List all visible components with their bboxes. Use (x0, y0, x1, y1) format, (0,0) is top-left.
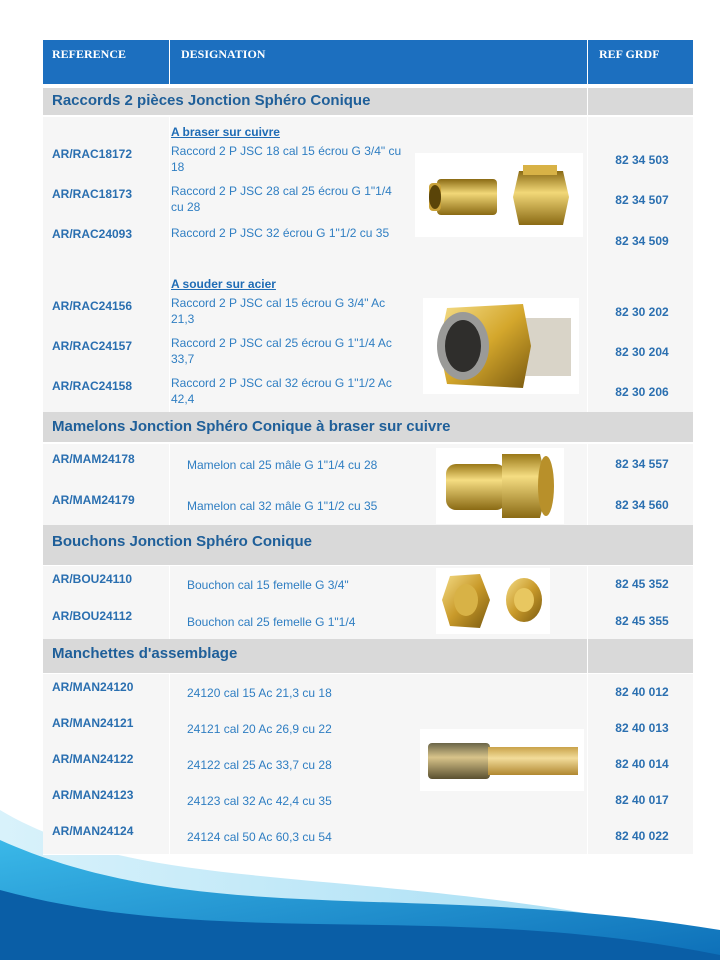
row-designation: Raccord 2 P JSC 32 écrou G 1"1/2 cu 35 (171, 226, 390, 240)
header-divider (587, 40, 588, 84)
row-designation: Raccord 2 P JSC cal 25 écrou G 1"1/4 Ac 33,7 (171, 336, 392, 366)
table-row (43, 674, 693, 711)
mamelon-image (436, 448, 564, 524)
row-reference: AR/MAN24122 (52, 752, 134, 766)
header-ref-grdf: REF GRDF (599, 47, 660, 61)
table-row (43, 262, 693, 293)
table-row (43, 782, 693, 819)
section-raccords (43, 88, 693, 115)
row-reference: AR/MAN24121 (52, 716, 134, 730)
row-designation: Bouchon cal 25 femelle G 1"1/4 (187, 615, 356, 629)
row-designation: Raccord 2 P JSC cal 32 écrou G 1"1/2 Ac 42,4 (171, 376, 392, 406)
row-reference: AR/RAC24157 (52, 339, 133, 353)
row-designation: 24121 cal 20 Ac 26,9 cu 22 (187, 722, 332, 736)
table-row (43, 332, 693, 373)
row-reference: AR/RAC24156 (52, 299, 133, 313)
subheading-cuivre: A braser sur cuivre (171, 125, 280, 139)
table-row (43, 372, 693, 413)
raccord-acier-image (423, 298, 579, 394)
table-row (43, 818, 693, 855)
row-ref-grdf: 82 45 352 (615, 577, 669, 591)
row-ref-grdf: 82 40 022 (615, 829, 669, 843)
column-divider (587, 88, 588, 115)
section-title: Mamelons Jonction Sphéro Conique à braser sur cuivre (52, 418, 451, 435)
table-row (43, 220, 693, 263)
row-reference: AR/BOU24110 (52, 572, 133, 586)
row-designation: Raccord 2 P JSC 18 cal 15 écrou G 3/4" cu 18 (171, 144, 402, 174)
table-row (43, 603, 693, 640)
section-mamelons (43, 412, 693, 442)
manchette-image (420, 729, 584, 791)
row-designation: Mamelon cal 32 mâle G 1"1/2 cu 35 (187, 499, 378, 513)
row-ref-grdf: 82 34 560 (615, 498, 669, 512)
table-header (43, 40, 693, 84)
header-designation: DESIGNATION (181, 47, 266, 61)
row-designation: Mamelon cal 25 mâle G 1"1/4 cu 28 (187, 458, 378, 472)
row-reference: AR/RAC24158 (52, 379, 133, 393)
row-ref-grdf: 82 40 017 (615, 793, 669, 807)
row-reference: AR/MAM24178 (52, 452, 135, 466)
table-row (43, 485, 693, 526)
section-bouchons (43, 525, 693, 565)
section-title: Bouchons Jonction Sphéro Conique (52, 533, 312, 550)
section-title: Raccords 2 pièces Jonction Sphéro Conique (52, 92, 371, 109)
table-row (43, 292, 693, 333)
table-row (43, 180, 693, 221)
row-ref-grdf: 82 30 202 (615, 305, 669, 319)
column-divider (587, 639, 588, 673)
raccord-cuivre-image (415, 153, 583, 237)
row-reference: AR/MAN24120 (52, 680, 134, 694)
row-designation: Bouchon cal 15 femelle G 3/4" (187, 578, 349, 592)
row-ref-grdf: 82 34 509 (615, 234, 669, 248)
table-row (43, 444, 693, 486)
row-designation: 24123 cal 32 Ac 42,4 cu 35 (187, 794, 332, 808)
row-ref-grdf: 82 40 014 (615, 757, 669, 771)
bouchon-image (436, 568, 550, 634)
row-ref-grdf: 82 40 013 (615, 721, 669, 735)
row-reference: AR/BOU24112 (52, 609, 133, 623)
header-divider (169, 40, 170, 84)
row-designation: Raccord 2 P JSC 28 cal 25 écrou G 1"1/4 cu 28 (171, 184, 392, 214)
row-reference: AR/RAC24093 (52, 227, 133, 241)
row-ref-grdf: 82 30 204 (615, 345, 669, 359)
row-ref-grdf: 82 45 355 (615, 614, 669, 628)
row-reference: AR/MAM24179 (52, 493, 135, 507)
section-manchettes (43, 639, 693, 673)
subheading-acier: A souder sur acier (171, 277, 276, 291)
table-row (43, 566, 693, 604)
table-row (43, 140, 693, 181)
table-row (43, 117, 693, 141)
row-reference: AR/RAC18173 (52, 187, 133, 201)
row-ref-grdf: 82 34 507 (615, 193, 669, 207)
row-ref-grdf: 82 30 206 (615, 385, 669, 399)
row-ref-grdf: 82 34 557 (615, 457, 669, 471)
row-designation: 24122 cal 25 Ac 33,7 cu 28 (187, 758, 332, 772)
row-designation: 24120 cal 15 Ac 21,3 cu 18 (187, 686, 332, 700)
row-ref-grdf: 82 34 503 (615, 153, 669, 167)
row-designation: Raccord 2 P JSC cal 15 écrou G 3/4" Ac 21,3 (171, 296, 386, 326)
row-reference: AR/MAN24124 (52, 824, 134, 838)
row-designation: 24124 cal 50 Ac 60,3 cu 54 (187, 830, 332, 844)
section-title: Manchettes d'assemblage (52, 645, 238, 662)
table-row (43, 710, 693, 747)
row-reference: AR/RAC18172 (52, 147, 133, 161)
row-ref-grdf: 82 40 012 (615, 685, 669, 699)
header-reference: REFERENCE (52, 47, 127, 61)
table-row (43, 746, 693, 783)
row-reference: AR/MAN24123 (52, 788, 134, 802)
